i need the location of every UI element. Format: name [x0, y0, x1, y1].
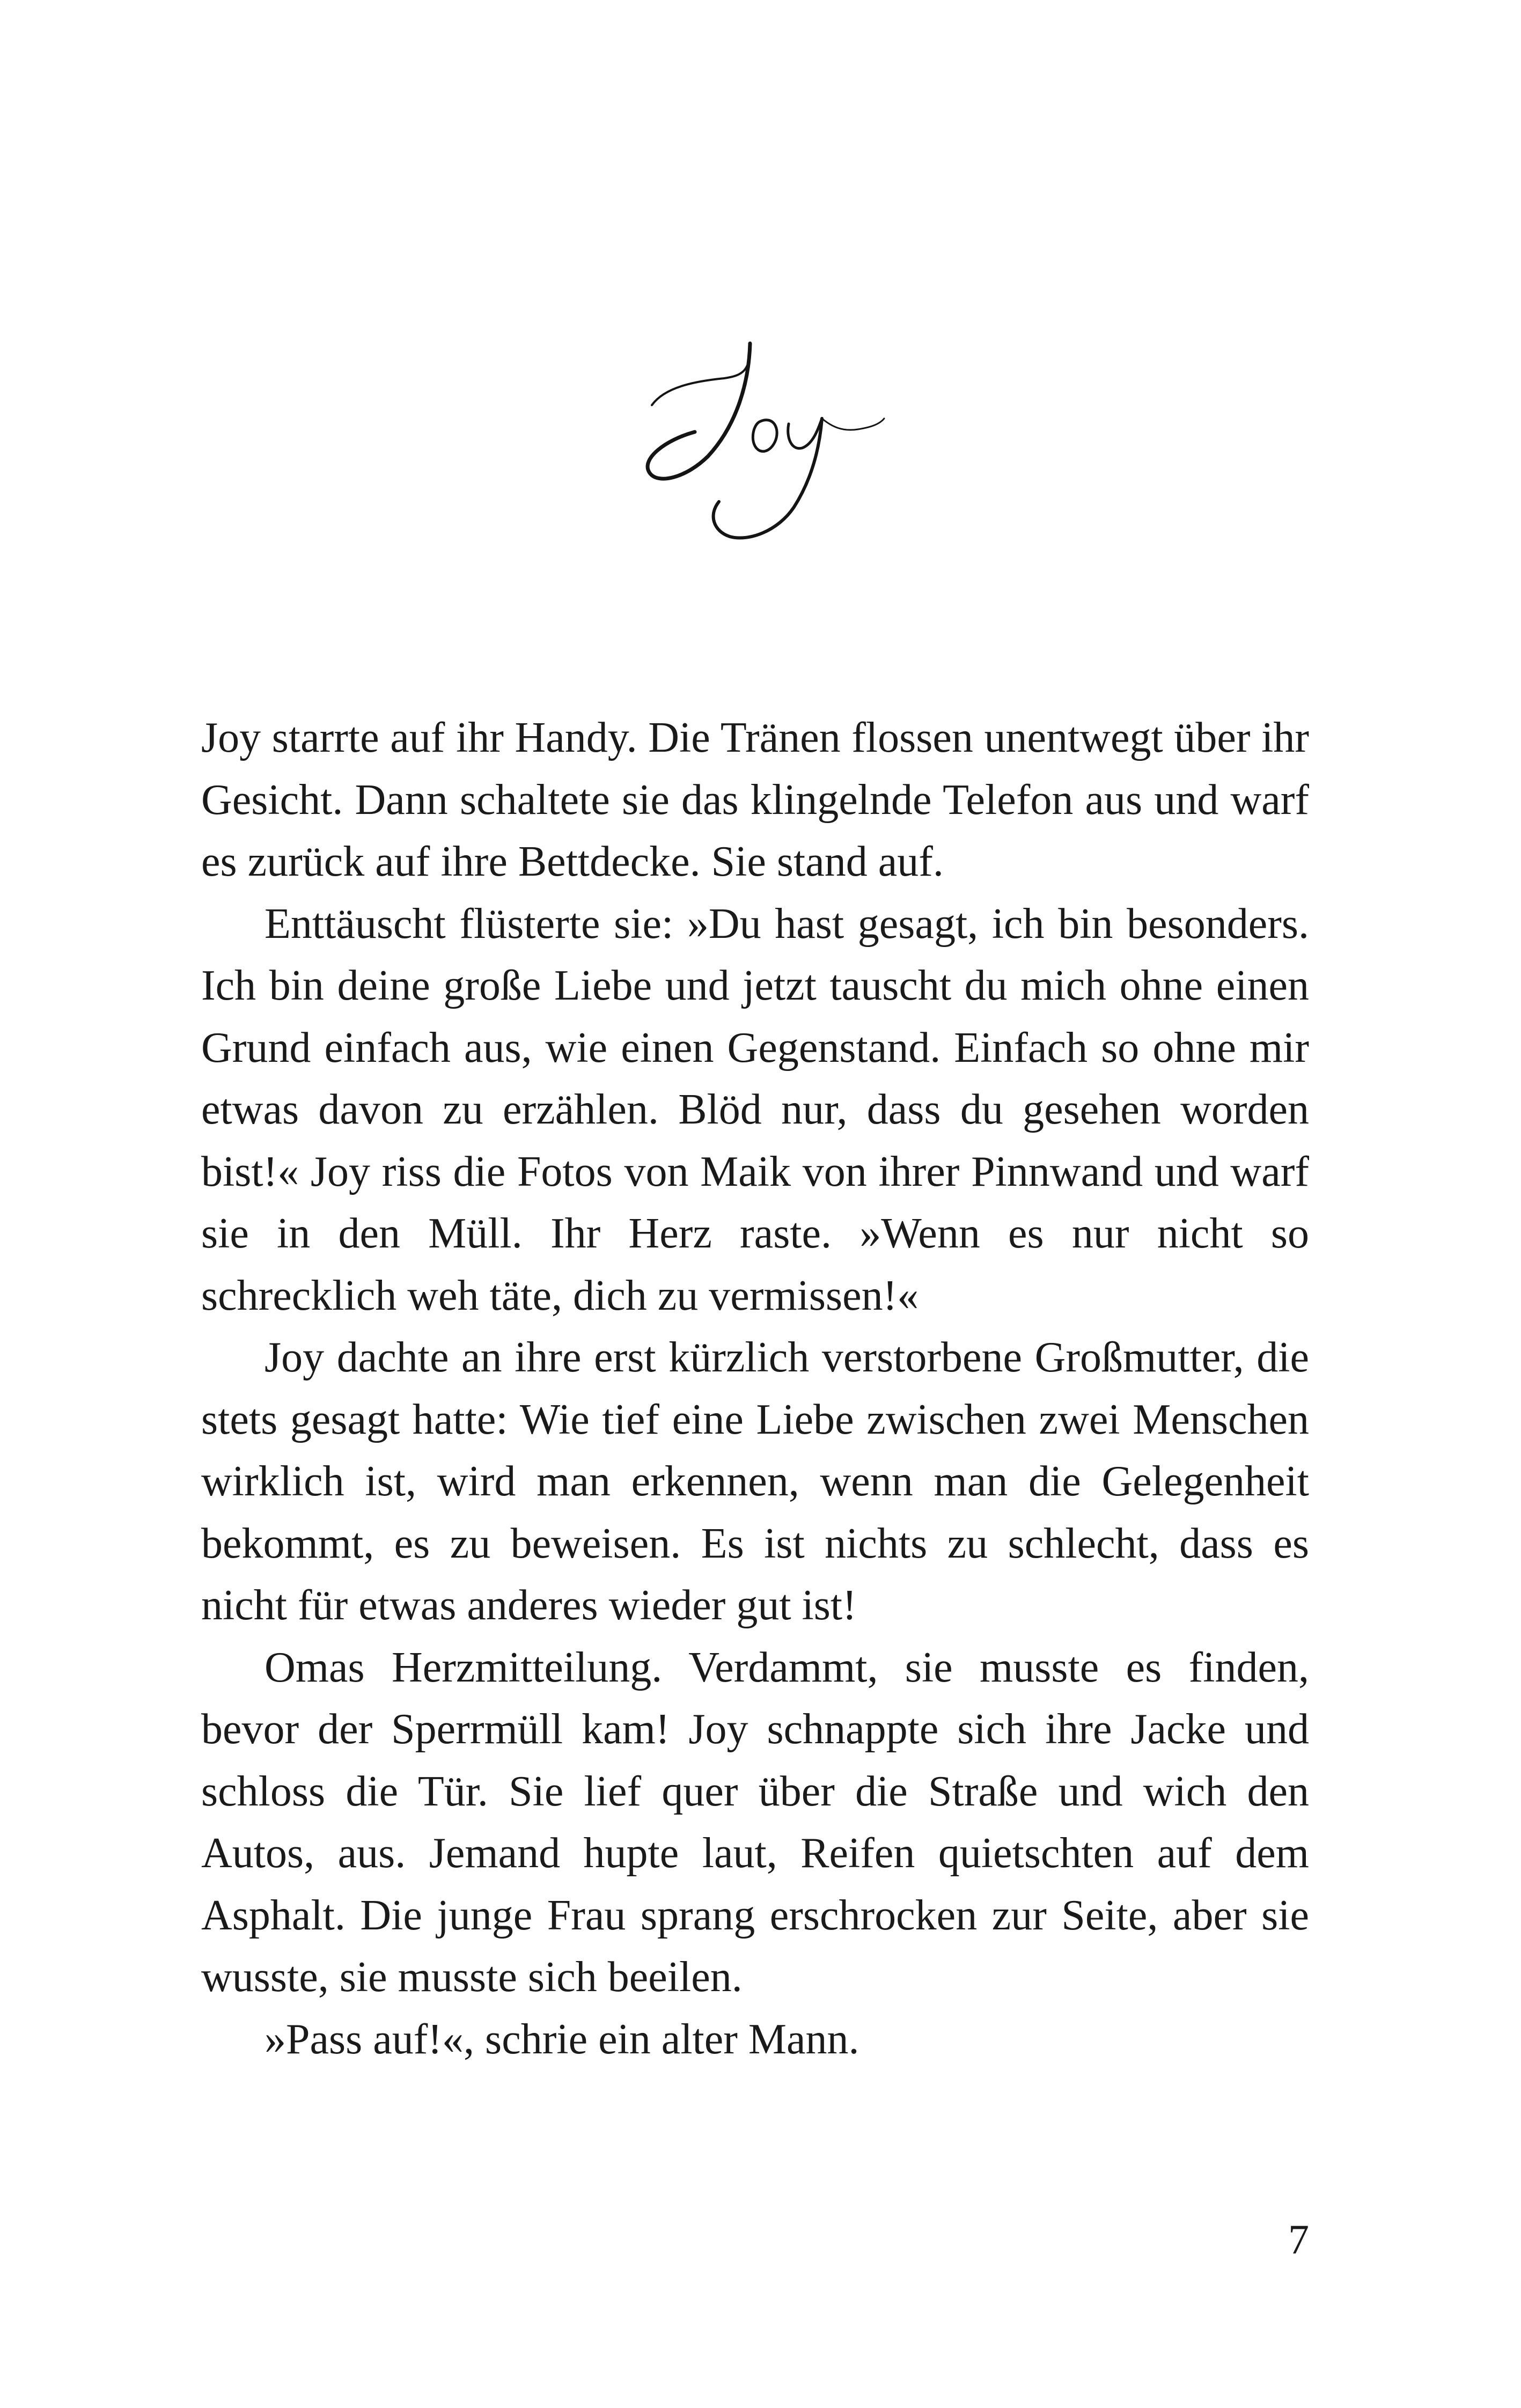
page-number: 7	[1288, 2216, 1309, 2263]
paragraph-1: Joy starrte auf ihr Handy. Die Tränen flossen unentwegt über ihr Gesicht. Dann schaltete sie das klingelnde Telefon aus und warf es zurück auf ihre Bettdecke. Sie stand auf.	[201, 714, 1309, 885]
chapter-title-calligraphy	[628, 322, 907, 553]
paragraph-3: Joy dachte an ihre erst kürzlich verstorbene Großmutter, die stets gesagt hatte: Wie tief eine Liebe zwischen zwei Menschen wirklich ist, wird man erkennen, wenn man die Gelegenheit bekommt, es zu beweisen. Es ist nichts zu schlecht, dass es nicht für etwas anderes wieder gut ist!	[201, 1334, 1309, 1629]
paragraph-2: Enttäuscht flüsterte sie: »Du hast gesagt, ich bin besonders. Ich bin deine große Liebe und jetzt tauscht du mich ohne einen Grund einfach aus, wie einen Gegenstand. Einfach so ohne mir etwas davon zu erzählen. Blöd nur, dass du gesehen worden bist!« Joy riss die Fotos von Maik von ihrer Pinnwand und warf sie in den Müll. Ihr Herz raste. »Wenn es nur nicht so schrecklich weh täte, dich zu vermissen!«	[201, 900, 1309, 1319]
paragraph-4: Omas Herzmitteilung. Verdammt, sie musste es finden, bevor der Sperrmüll kam! Joy schnappte sich ihre Jacke und schloss die Tür. Sie lief quer über die Straße und wich den Autos, aus. Jemand hupte laut, Reifen quietschten auf dem Asphalt. Die junge Frau sprang erschrocken zur Seite, aber sie wusste, sie musste sich beeilen.	[201, 1643, 1309, 2001]
joy-calligraphy-icon	[628, 322, 907, 553]
paragraph-5: »Pass auf!«, schrie ein alter Mann.	[264, 2015, 859, 2063]
chapter-body	[201, 707, 1309, 2071]
